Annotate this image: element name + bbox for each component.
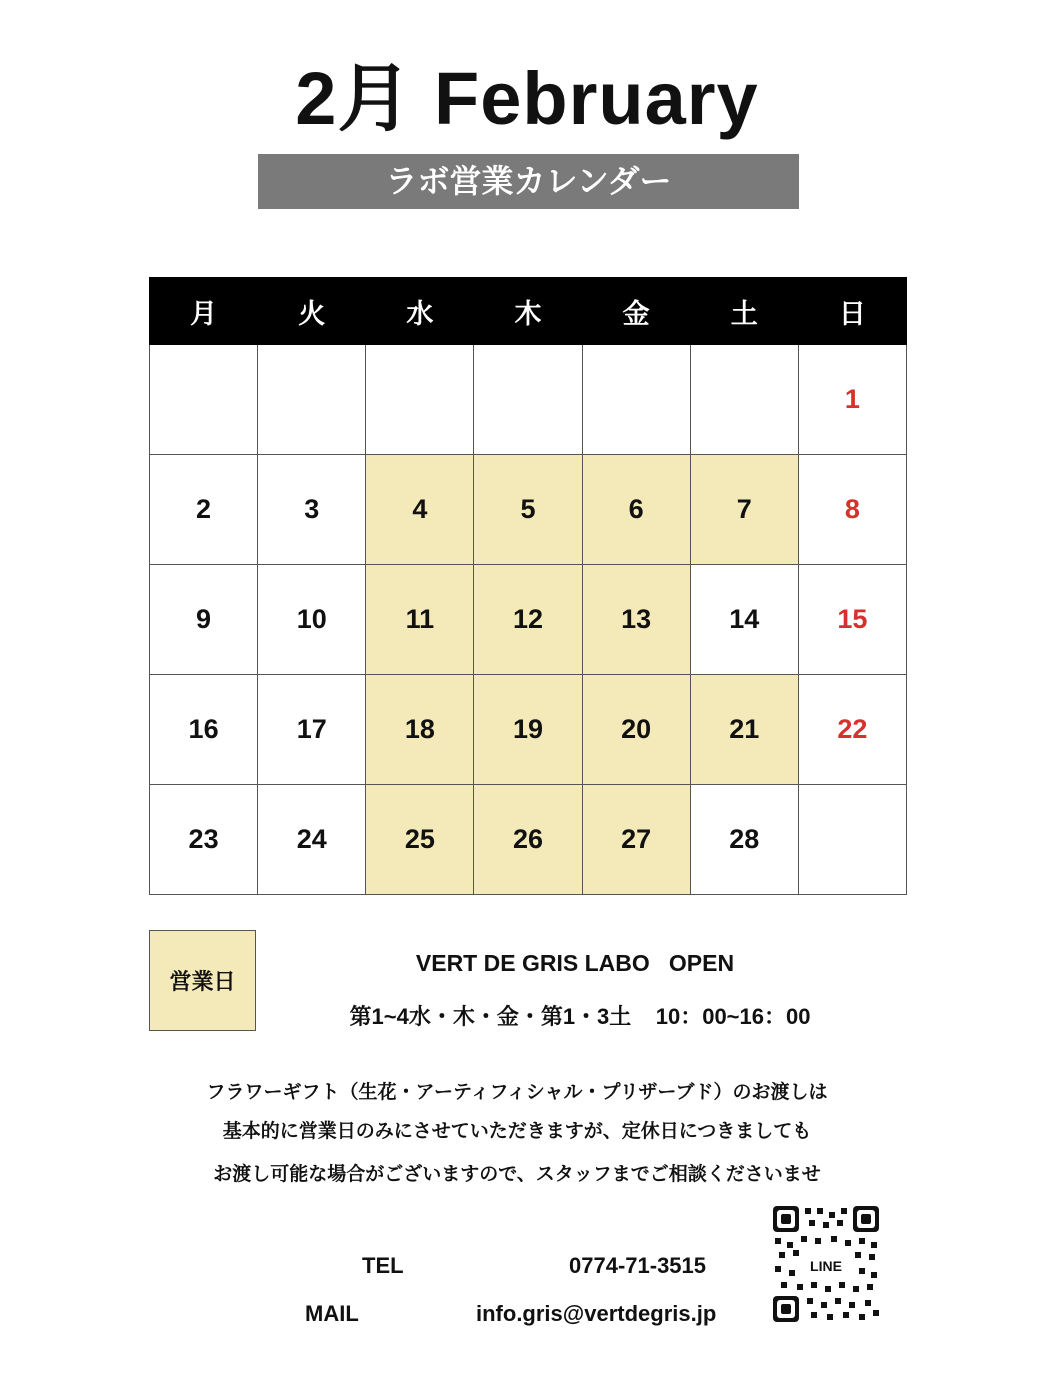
weekday-header: 水 [366, 278, 474, 345]
day-cell: 19 [474, 675, 582, 785]
weekday-header: 日 [798, 278, 906, 345]
day-cell: 5 [474, 455, 582, 565]
tel-label: TEL [362, 1253, 404, 1278]
day-cell: 3 [258, 455, 366, 565]
tel-value[interactable]: 0774-71-3515 [569, 1253, 707, 1278]
day-cell [798, 785, 906, 895]
qr-label: LINE [810, 1258, 842, 1274]
weekday-header: 火 [258, 278, 366, 345]
day-cell: 4 [366, 455, 474, 565]
day-cell: 1 [798, 345, 906, 455]
day-cell: 6 [582, 455, 690, 565]
day-cell [690, 345, 798, 455]
day-cell: 14 [690, 565, 798, 675]
week-row [150, 675, 907, 785]
weekday-header-row [150, 278, 907, 345]
note-line: お渡し可能な場合がございますので、スタッフまでご相談くださいませ [213, 1164, 821, 1185]
day-cell: 9 [150, 565, 258, 675]
day-cell: 17 [258, 675, 366, 785]
note-line: 基本的に営業日のみにさせていただきますが、定休日につきましても [222, 1121, 812, 1142]
day-cell: 13 [582, 565, 690, 675]
day-cell: 27 [582, 785, 690, 895]
day-cell: 25 [366, 785, 474, 895]
week-row [150, 565, 907, 675]
open-title: VERT DE GRIS LABO OPEN [415, 950, 735, 976]
day-cell [366, 345, 474, 455]
day-cell [150, 345, 258, 455]
day-cell [258, 345, 366, 455]
note-line: フラワーギフト（生花・アーティフィシャル・プリザーブド）のお渡しは [206, 1082, 828, 1103]
page-title: 2月 February [295, 57, 759, 140]
open-hours: 第1~4水・木・金・第1・3土 10：00~16：00 [349, 1004, 811, 1029]
day-cell: 22 [798, 675, 906, 785]
day-cell: 18 [366, 675, 474, 785]
mail-value[interactable]: info.gris@vertdegris.jp [476, 1301, 717, 1326]
day-cell: 15 [798, 565, 906, 675]
day-cell: 26 [474, 785, 582, 895]
day-cell [474, 345, 582, 455]
day-cell: 24 [258, 785, 366, 895]
day-cell: 2 [150, 455, 258, 565]
weekday-header: 金 [582, 278, 690, 345]
day-cell: 21 [690, 675, 798, 785]
week-row [150, 785, 907, 895]
calendar-banner: ラボ営業カレンダー [258, 154, 799, 209]
weekday-header: 土 [690, 278, 798, 345]
day-cell [582, 345, 690, 455]
legend-label: 営業日 [169, 969, 236, 994]
day-cell: 12 [474, 565, 582, 675]
day-cell: 28 [690, 785, 798, 895]
day-cell: 23 [150, 785, 258, 895]
weekday-header: 木 [474, 278, 582, 345]
legend-open-day [149, 930, 256, 1031]
calendar-table [149, 277, 907, 895]
mail-label: MAIL [305, 1301, 359, 1326]
week-row [150, 455, 907, 565]
day-cell: 8 [798, 455, 906, 565]
day-cell: 7 [690, 455, 798, 565]
week-row [150, 345, 907, 455]
day-cell: 11 [366, 565, 474, 675]
day-cell: 10 [258, 565, 366, 675]
day-cell: 16 [150, 675, 258, 785]
weekday-header: 月 [150, 278, 258, 345]
line-qr-code-icon[interactable] [771, 1204, 881, 1324]
day-cell: 20 [582, 675, 690, 785]
